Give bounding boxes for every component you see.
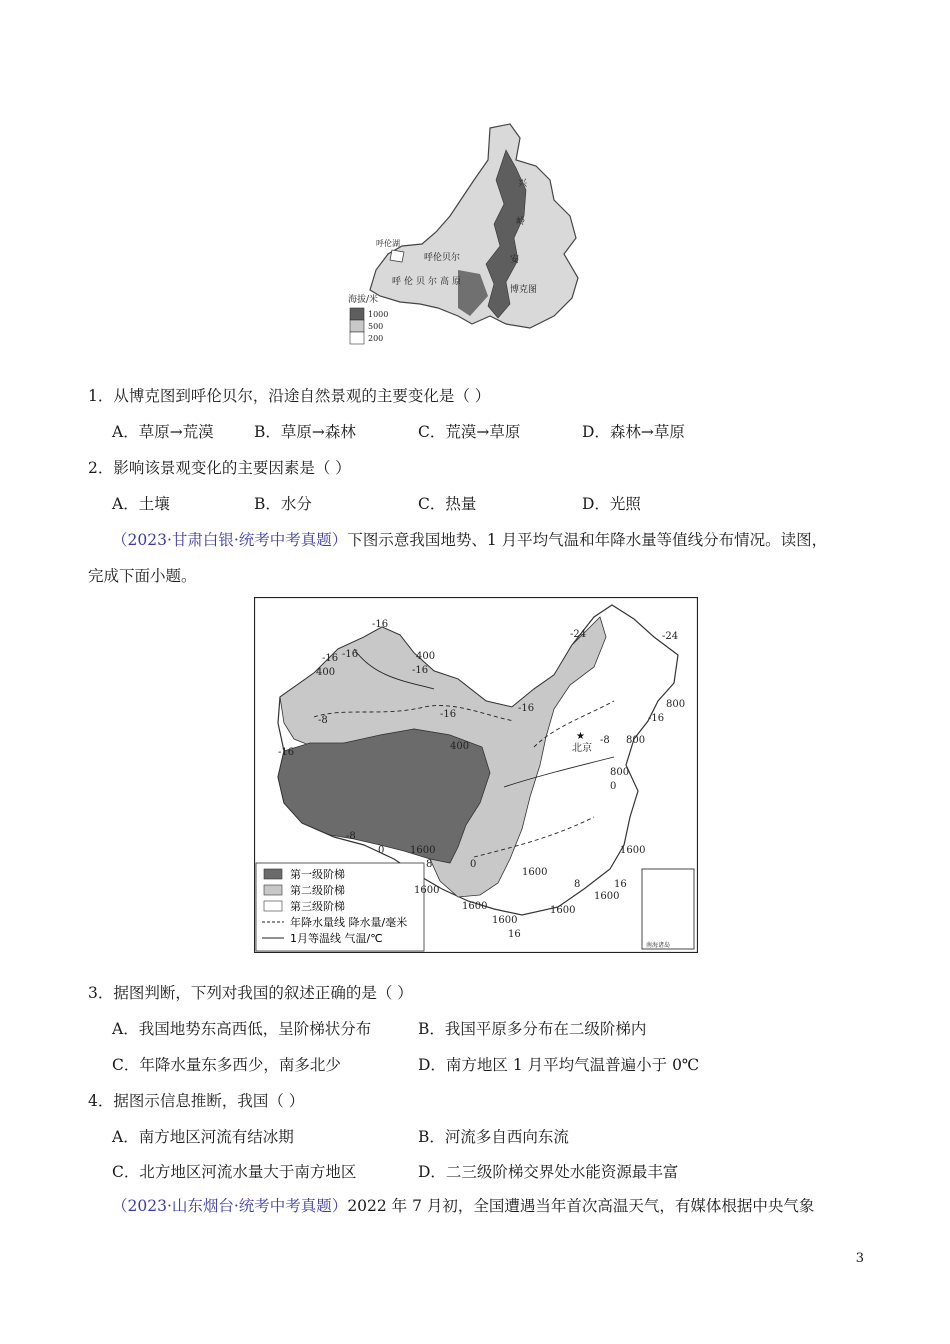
legend-third-step: 第三级阶梯 xyxy=(290,900,345,913)
iso-label: -16 xyxy=(372,619,389,630)
iso-label: 1600 xyxy=(594,891,620,902)
iso-label: 1600 xyxy=(462,901,488,912)
intro2-source: （2023·甘肃白银·统考中考真题） xyxy=(112,531,348,549)
q1-option-c[interactable]: C．荒漠→草原 xyxy=(418,423,521,441)
iso-label: 1600 xyxy=(414,885,440,896)
iso-label: -16 xyxy=(342,649,359,660)
iso-label: -24 xyxy=(570,629,587,640)
legend-swatch-first xyxy=(264,869,282,879)
q3-stem: 3．据图判断，下列对我国的叙述正确的是（ ） xyxy=(88,984,413,1002)
q1-option-a[interactable]: A．草原→荒漠 xyxy=(112,423,214,441)
swatch-500 xyxy=(350,320,364,332)
iso-label: -8 xyxy=(346,831,356,842)
q3-option-c[interactable]: C．年降水量东多西少，南多北少 xyxy=(112,1056,341,1074)
legend-200: 200 xyxy=(368,334,384,343)
label-hulunbuir-plateau: 呼伦贝尔高原 xyxy=(392,277,465,287)
iso-label: 400 xyxy=(450,741,470,752)
legend-1000: 1000 xyxy=(368,310,389,319)
q3-option-b[interactable]: B．我国平原多分布在二级阶梯内 xyxy=(418,1020,647,1038)
q2-option-a[interactable]: A．土壤 xyxy=(112,495,170,513)
legend-first-step: 第一级阶梯 xyxy=(290,868,345,881)
iso-label: 1600 xyxy=(550,905,576,916)
q3-option-d[interactable]: D．南方地区 1 月平均气温普遍小于 0℃ xyxy=(418,1056,700,1074)
legend-rainfall-line: 年降水量线 降水量/毫米 xyxy=(290,916,408,929)
legend-swatch-third xyxy=(264,901,282,911)
q4-option-d[interactable]: D．二三级阶梯交界处水能资源最丰富 xyxy=(418,1163,679,1181)
label-hulun-lake: 呼伦湖 xyxy=(376,239,400,248)
q2-option-b[interactable]: B．水分 xyxy=(254,495,312,513)
q2-stem: 2．影响该景观变化的主要因素是（ ） xyxy=(88,459,351,477)
q1-option-b[interactable]: B．草原→森林 xyxy=(254,423,356,441)
legend-second-step: 第二级阶梯 xyxy=(290,884,345,897)
label-boketu: 博克图 xyxy=(510,285,538,295)
q1-stem: 1．从博克图到呼伦贝尔，沿途自然景观的主要变化是（ ） xyxy=(88,387,491,405)
khingan-map-svg xyxy=(340,120,600,350)
legend-500: 500 xyxy=(368,322,384,331)
iso-label: 0 xyxy=(470,859,477,870)
legend-isotherm-line: 1月等温线 气温/℃ xyxy=(290,932,383,945)
iso-label: -16 xyxy=(412,665,429,676)
page-number: 3 xyxy=(855,1251,864,1266)
inset-label: 南海诸岛 xyxy=(646,942,671,949)
figure-khingan-map xyxy=(340,120,600,350)
iso-label: -16 xyxy=(440,709,457,720)
iso-label: 1600 xyxy=(410,845,436,856)
q2-option-c[interactable]: C．热量 xyxy=(418,495,477,513)
iso-label: -16 xyxy=(648,713,665,724)
iso-label: -16 xyxy=(518,703,535,714)
figure-china-map xyxy=(254,597,698,953)
q2-option-d[interactable]: D．光照 xyxy=(582,495,641,513)
iso-label: -16 xyxy=(278,747,295,758)
iso-label: 16 xyxy=(614,879,627,890)
iso-label: 400 xyxy=(316,667,336,678)
iso-label: 8 xyxy=(426,859,433,870)
china-map-svg xyxy=(254,597,698,953)
iso-label: 0 xyxy=(610,781,617,792)
q4-option-a[interactable]: A．南方地区河流有结冰期 xyxy=(112,1128,294,1146)
q4-option-b[interactable]: B．河流多自西向东流 xyxy=(418,1128,569,1146)
iso-label: -8 xyxy=(600,735,610,746)
q3-option-a[interactable]: A．我国地势东高西低，呈阶梯状分布 xyxy=(112,1020,372,1038)
label-an: 安 xyxy=(510,255,520,265)
q4-option-c[interactable]: C．北方地区河流水量大于南方地区 xyxy=(112,1163,357,1181)
iso-label: 0 xyxy=(378,845,385,856)
iso-label: 1600 xyxy=(492,915,518,926)
legend-swatch-second xyxy=(264,885,282,895)
intro2-text1: 下图示意我国地势、1 月平均气温和年降水量等值线分布情况。读图， xyxy=(347,531,828,549)
intro3-source: （2023·山东烟台·统考中考真题） xyxy=(112,1197,348,1215)
hulun-lake-shape xyxy=(390,250,404,262)
label-beijing: 北京 xyxy=(572,743,592,754)
iso-label: 800 xyxy=(626,735,646,746)
intro2-line1 xyxy=(112,530,827,550)
intro3-text: 2022 年 7 月初，全国遭遇当年首次高温天气，有媒体根据中央气象 xyxy=(347,1197,815,1215)
label-hulunbuir: 呼伦贝尔 xyxy=(424,253,461,263)
iso-label: 800 xyxy=(610,767,630,778)
south-sea-inset xyxy=(642,869,694,949)
intro2-line2: 完成下面小题。 xyxy=(88,567,197,585)
beijing-star-icon: ★ xyxy=(576,731,585,742)
iso-label: -8 xyxy=(318,715,328,726)
swatch-1000 xyxy=(350,308,364,320)
iso-label: 16 xyxy=(508,929,521,940)
iso-label: 800 xyxy=(666,699,686,710)
legend-title: 海拔/米 xyxy=(348,295,379,305)
iso-label: 1600 xyxy=(522,867,548,878)
iso-label: 1600 xyxy=(620,845,646,856)
q1-option-d[interactable]: D．森林→草原 xyxy=(582,423,685,441)
iso-label: -24 xyxy=(662,631,679,642)
iso-label: 400 xyxy=(416,651,436,662)
intro3-line xyxy=(112,1196,814,1216)
q4-stem: 4．据图示信息推断，我国（ ） xyxy=(88,1092,305,1110)
iso-label: -16 xyxy=(322,653,339,664)
label-xing: 兴 xyxy=(518,179,528,189)
iso-label: 8 xyxy=(574,879,581,890)
swatch-200 xyxy=(350,332,364,344)
label-ling: 岭 xyxy=(516,217,526,227)
